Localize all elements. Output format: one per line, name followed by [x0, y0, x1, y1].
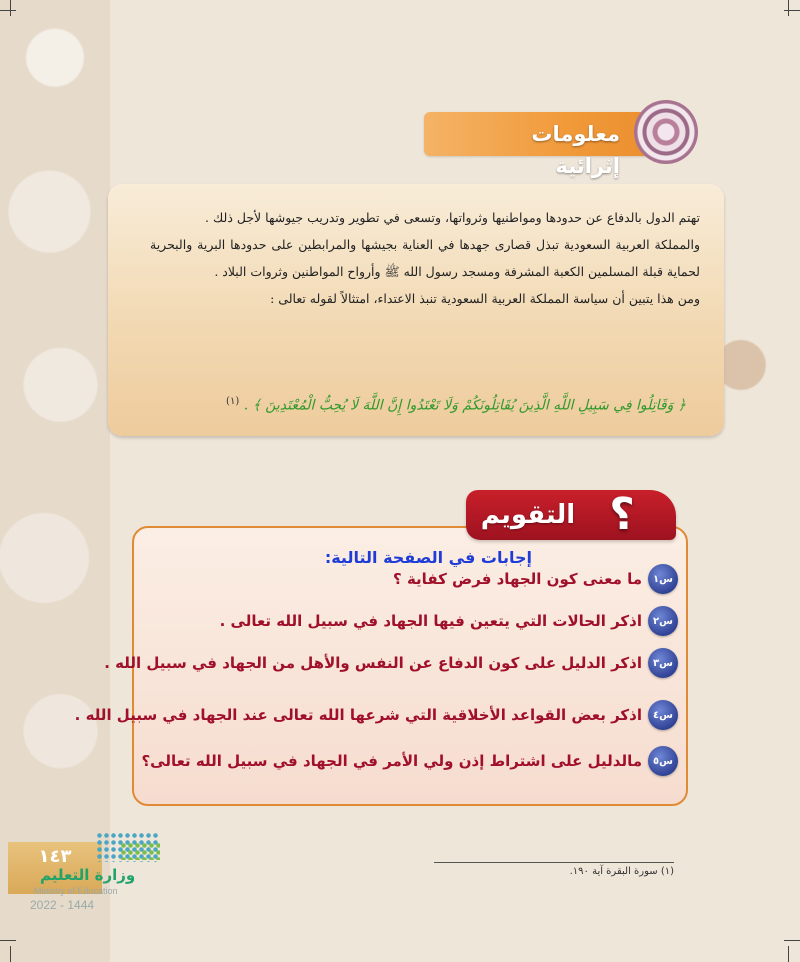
- crop-mark: [10, 0, 11, 16]
- crop-mark: [10, 946, 11, 962]
- enrichment-paragraph: تهتم الدول بالدفاع عن حدودها ومواطنيها وثرواتها، وتسعى في تطوير وتدريب جيوشها لأجل ذلك .: [205, 210, 700, 225]
- enrichment-text: [150, 204, 700, 312]
- crop-mark: [788, 0, 789, 16]
- question-text: اذكر الحالات التي يتعين فيها الجهاد في سبيل الله تعالى .: [219, 612, 642, 630]
- question-text: اذكر بعض القواعد الأخلاقية التي شرعها الله تعالى عند الجهاد في سبيل الله .: [74, 706, 642, 724]
- ministry-name-ar: وزارة التعليم: [40, 866, 136, 884]
- crop-mark: [0, 10, 16, 11]
- question-text: ما معنى كون الجهاد فرض كفاية ؟: [393, 570, 642, 588]
- verse-text: ﴿ وَقَاتِلُوا فِي سَبِيلِ اللَّهِ الَّذِينَ يُقَاتِلُونَكُمْ وَلَا تَعْتَدُوا إِنَّ اللَّهَ لَا يُحِبُّ الْمُعْتَدِينَ ﴾ .: [243, 397, 686, 414]
- question-item: [74, 698, 678, 732]
- question-text: اذكر الدليل على كون الدفاع عن النفس والأهل من الجهاد في سبيل الله .: [104, 654, 642, 672]
- question-item: [150, 562, 678, 596]
- enrichment-paragraph: ومن هذا يتبين أن سياسة المملكة العربية السعودية تنبذ الاعتداء، امتثالاً لقوله تعالى :: [270, 291, 700, 306]
- decorative-border: [0, 0, 110, 962]
- question-item: [104, 646, 678, 680]
- verse-footnote-ref: (١): [226, 396, 240, 407]
- question-badge: س٣: [648, 648, 678, 678]
- question-badge: س٢: [648, 606, 678, 636]
- edition-year: 2022 - 1444: [30, 898, 95, 912]
- footnote: (١) سورة البقرة آية ١٩٠.: [569, 866, 674, 877]
- question-badge: س١: [648, 564, 678, 594]
- evaluation-title: التقويم: [480, 500, 576, 530]
- question-mark-icon: ؟: [609, 489, 635, 540]
- question-badge: س٤: [648, 700, 678, 730]
- crop-mark: [0, 940, 16, 941]
- crop-mark: [788, 946, 789, 962]
- enrichment-title: معلومات إثرائية: [531, 122, 620, 178]
- rosette-icon: [634, 100, 698, 164]
- enrichment-paragraph: والمملكة العربية السعودية تبذل قصارى جهدها في العناية بجيشها والمرابطين على حدودها البرية والبحرية لحماية قبلة المسلمين الكعبة المشرفة ومسجد رسول الله ﷺ وأرواح المواطنين وثروات البلاد .: [150, 237, 700, 279]
- decorative-scroll: [724, 300, 780, 430]
- quran-verse: [186, 388, 686, 416]
- question-text: مالدليل على اشتراط إذن ولي الأمر في الجهاد في سبيل الله تعالى؟: [141, 752, 642, 770]
- crop-mark: [784, 10, 800, 11]
- footnote-divider: [434, 862, 674, 863]
- question-item: [141, 744, 678, 778]
- question-item: [150, 604, 678, 638]
- question-badge: س٥: [648, 746, 678, 776]
- ministry-name-en: Ministry of Education: [34, 886, 118, 896]
- crop-mark: [784, 940, 800, 941]
- ministry-logo-accent-icon: [120, 842, 160, 860]
- answers-note: إجابات في الصفحة التالية:: [324, 548, 532, 567]
- page-number: ١٤٣: [38, 846, 72, 867]
